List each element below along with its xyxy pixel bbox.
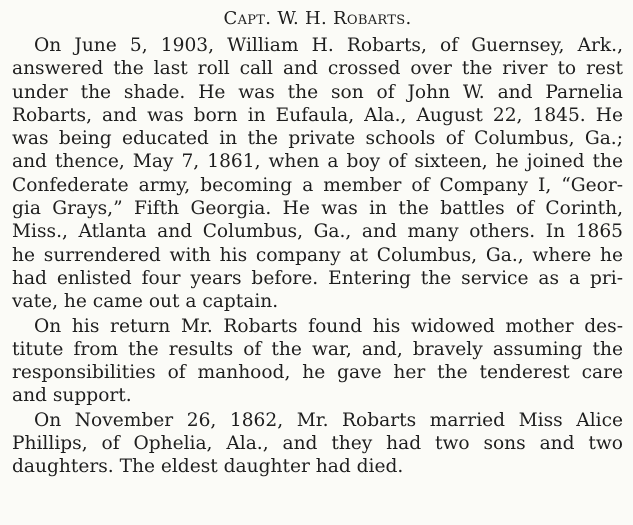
- paragraph-3: [12, 409, 623, 479]
- paragraph-line: responsibilities of manhood, he gave her the tenderest care: [12, 362, 623, 384]
- page-title: Capt. W. H. Robarts.: [223, 8, 412, 29]
- paragraph-2: [12, 315, 623, 408]
- paragraph-line: he surrendered with his company at Columbus, Ga., where he: [12, 244, 623, 266]
- paragraph-line: daughters. The eldest daughter had died.: [12, 456, 404, 478]
- paragraph-line: and thence, May 7, 1861, when a boy of sixteen, he joined the: [12, 151, 623, 173]
- paragraph-line: gia Grays,” Fifth Georgia. He was in the battles of Corinth,: [12, 198, 623, 220]
- paragraph-line: Confederate army, becoming a member of Company I, “Geor-: [12, 174, 623, 196]
- paragraph-line: was being educated in the private schools of Columbus, Ga.;: [12, 128, 623, 150]
- paragraph-line: vate, he came out a captain.: [12, 291, 279, 313]
- paragraph-line: On his return Mr. Robarts found his widowed mother des-: [34, 315, 623, 337]
- paragraph-line: and support.: [12, 385, 132, 407]
- paragraph-line: Phillips, of Ophelia, Ala., and they had two sons and two: [12, 433, 623, 455]
- paragraph-line: under the shade. He was the son of John W. and Parnelia: [12, 81, 623, 103]
- paragraph-line: On June 5, 1903, William H. Robarts, of Guernsey, Ark.,: [34, 35, 623, 56]
- paragraph-line: On November 26, 1862, Mr. Robarts married Miss Alice: [34, 409, 623, 431]
- paragraph-line: had enlisted four years before. Entering the service as a pri-: [12, 267, 623, 289]
- paragraph-line: Miss., Atlanta and Columbus, Ga., and many others. In 1865: [12, 221, 623, 243]
- paragraph-line: answered the last roll call and crossed over the river to rest: [12, 58, 623, 80]
- paragraph-line: titute from the results of the war, and, bravely assuming the: [12, 338, 623, 360]
- paragraph-line: Robarts, and was born in Eufaula, Ala., August 22, 1845. He: [12, 104, 623, 126]
- paragraph-1: [12, 34, 623, 314]
